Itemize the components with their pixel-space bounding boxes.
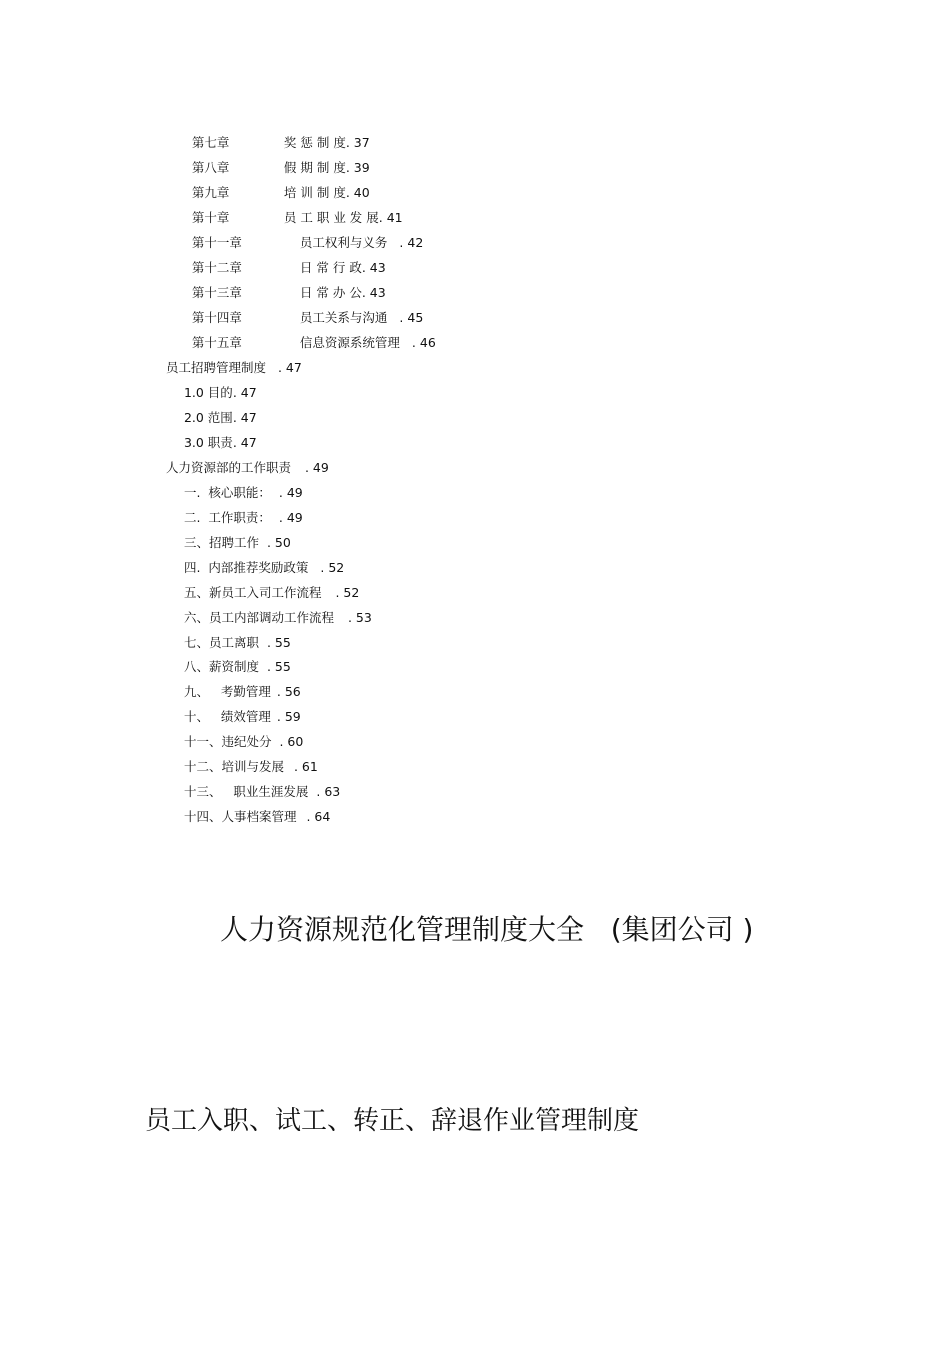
toc-page-number: . 49 [304,460,329,475]
toc-entry-title: 员工关系与沟通 [299,310,388,325]
toc-entry[interactable] [176,793,330,825]
toc-page-number: . 49 [278,510,303,525]
toc-entry-title: 十二、培训与发展 [183,759,284,774]
toc-entry-title: 十四、人事档案管理 [183,809,297,824]
toc-entry-title: 日 常 办 公 [299,285,362,300]
toc-page-number: . 47 [232,385,257,400]
toc-entry-title: 九、 考勤管理 [183,684,271,699]
toc-entry-title: 1.0 目的 [183,385,233,400]
toc-page-number: . 55 [266,635,291,650]
toc-page-number: . 60 [279,734,304,749]
toc-entry-title: 日 常 行 政 [299,260,362,275]
toc-page-number: . 50 [266,535,291,550]
toc-page-number: . 47 [277,360,302,375]
toc-page-number: . 63 [316,784,341,799]
toc-entry-title: 八、薪资制度 [183,659,259,674]
toc-entry-title: 三、招聘工作 [183,535,259,550]
section-heading: 员工入职、试工、转正、辞退作业管理制度 [145,1106,640,1136]
toc-entry-title: 五、新员工入司工作流程 [183,585,322,600]
toc-page-number: . 43 [361,285,386,300]
toc-chapter-label: 第八章 [191,160,230,175]
toc-entry-title: 十、 绩效管理 [183,709,271,724]
toc-entry-title: 二. 工作职责： [183,510,271,525]
toc-entry-title: 3.0 职责 [183,435,233,450]
toc-page-number: . 39 [345,160,370,175]
toc-page-number: . 43 [361,260,386,275]
toc-page-number: . 46 [411,335,436,350]
toc-page-number: . 49 [278,485,303,500]
toc-page-number: . 42 [399,235,424,250]
toc-page-number: . 41 [378,210,403,225]
toc-entry-title: 十一、违纪处分 [183,734,272,749]
toc-entry-title: 人力资源部的工作职责 [165,460,291,475]
toc-page-number: . 61 [293,759,318,774]
toc-entry-title: 培 训 制 度 [283,185,346,200]
toc-chapter-label: 第十三章 [191,285,242,300]
toc-page-number: . 64 [306,809,331,824]
toc-page-number: . 56 [276,684,301,699]
document-title: 人力资源规范化管理制度大全 (集团公司 ) [220,913,754,946]
toc-entry-title: 员工权利与义务 [299,235,388,250]
toc-page-number: . 45 [399,310,424,325]
toc-page-number: . 59 [276,709,301,724]
toc-page-number: . 53 [347,610,372,625]
toc-entry-title: 2.0 范围 [183,410,233,425]
toc-page-number: . 52 [335,585,360,600]
toc-chapter-label: 第十二章 [191,260,242,275]
toc-chapter-label: 第七章 [191,135,230,150]
toc-chapter-label: 第十五章 [191,335,242,350]
toc-entry-title: 六、员工内部调动工作流程 [183,610,334,625]
toc-chapter-label: 第十章 [191,210,230,225]
toc-page-number: . 40 [345,185,370,200]
toc-entry-title: 假 期 制 度 [283,160,346,175]
toc-page-number: . 55 [266,659,291,674]
toc-entry-title: 七、员工离职 [183,635,259,650]
toc-entry-title: 十三、 职业生涯发展 [183,784,309,799]
toc-page-number: . 47 [232,435,257,450]
toc-chapter-label: 第九章 [191,185,230,200]
toc-chapter-label: 第十一章 [191,235,242,250]
toc-entry-title: 员工招聘管理制度 [165,360,266,375]
toc-chapter-label: 第十四章 [191,310,242,325]
toc-entry-title: 四. 内部推荐奖励政策 [183,560,309,575]
toc-entry-title: 奖 惩 制 度 [283,135,346,150]
toc-page-number: . 47 [232,410,257,425]
toc-entry-title: 信息资源系统管理 [299,335,400,350]
toc-page-number: . 37 [345,135,370,150]
toc-page-number: . 52 [320,560,345,575]
toc-entry-title: 员 工 职 业 发 展 [283,210,379,225]
toc-entry-title: 一. 核心职能： [183,485,271,500]
